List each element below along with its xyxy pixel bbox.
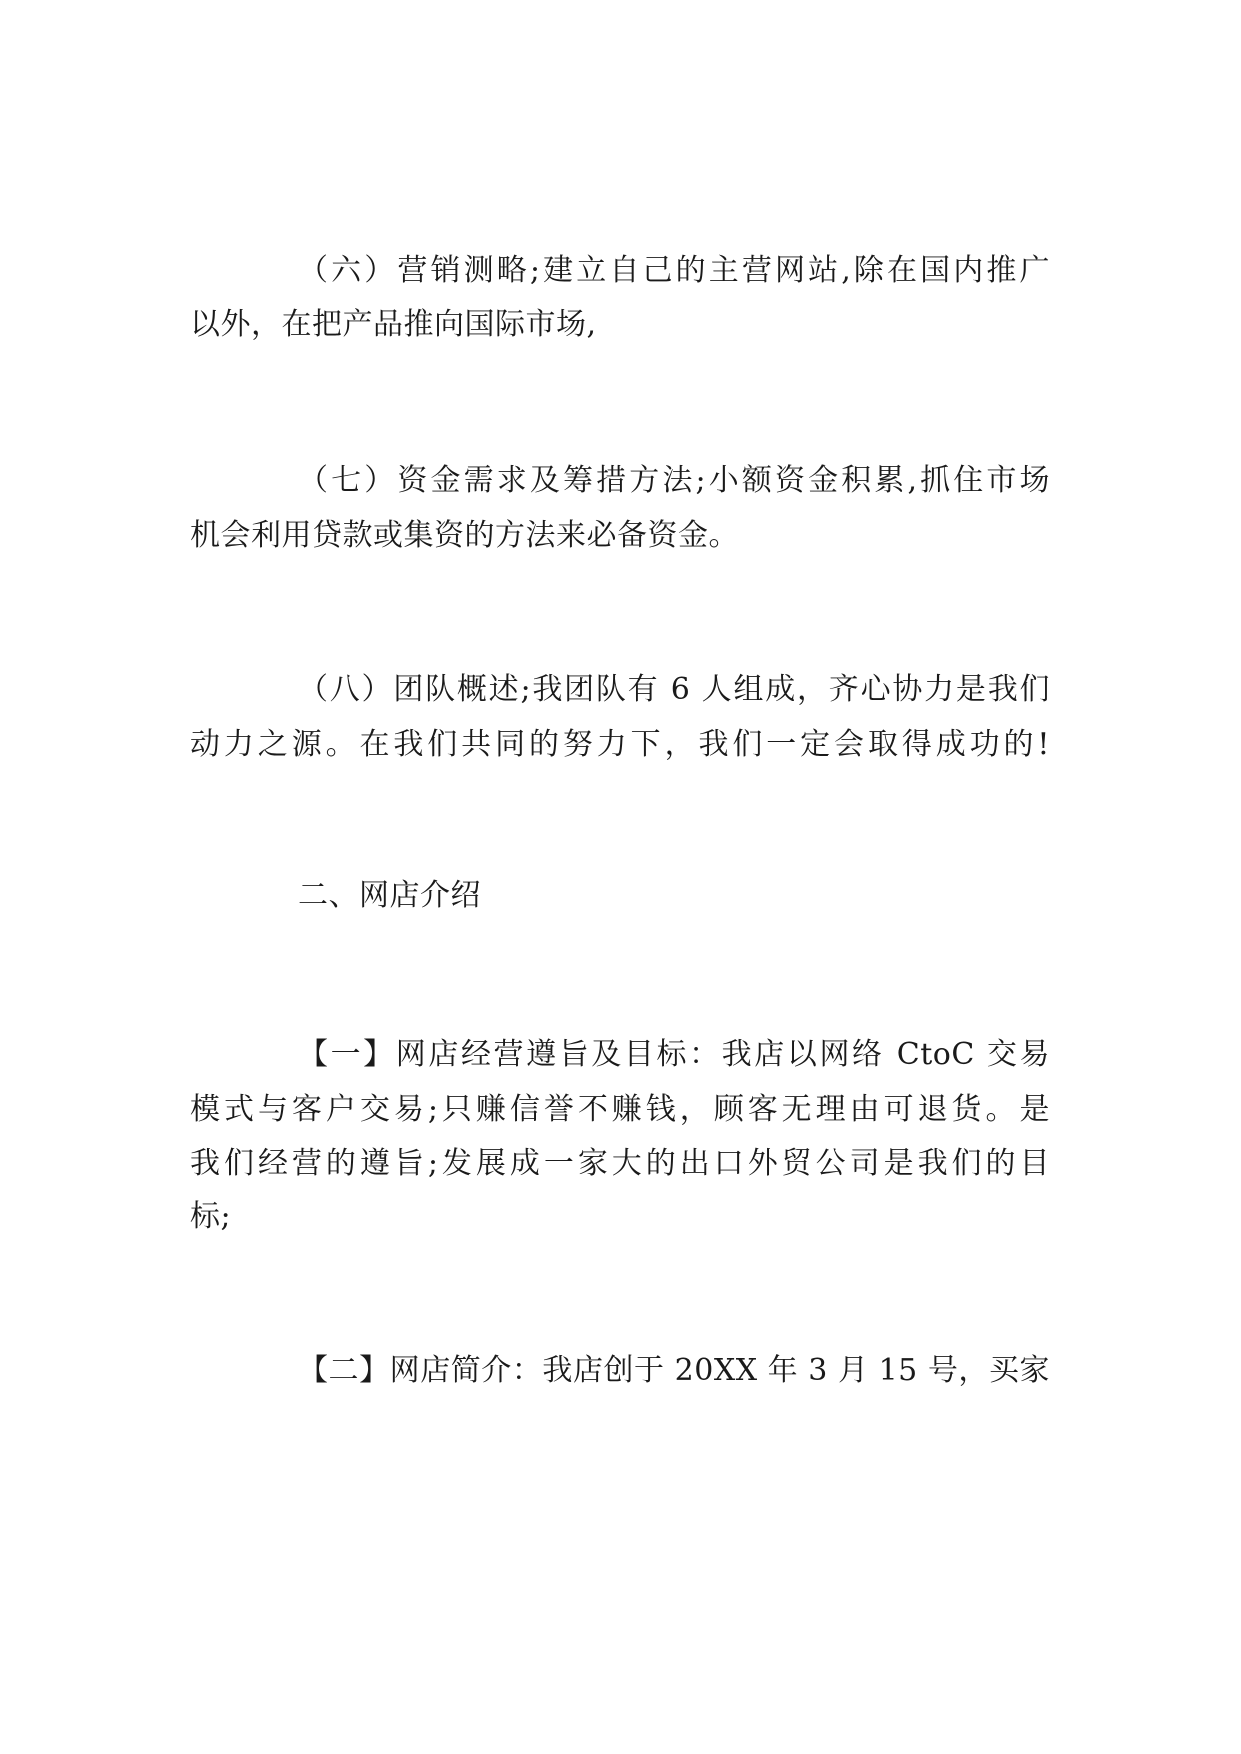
paragraph-team-line-2: 动力之源。在我们共同的努力下，我们一定会取得成功的! — [190, 727, 1050, 762]
paragraph-mission-line-3: 我们经营的遵旨;发展成一家大的出口外贸公司是我们的目 — [190, 1146, 1050, 1181]
paragraph-mission-line-2: 模式与客户交易;只赚信誉不赚钱，顾客无理由可退货。是 — [190, 1092, 1050, 1127]
section-heading-shop-intro: 二、网店介绍 — [298, 878, 481, 913]
paragraph-funding-line-2: 机会利用贷款或集资的方法来必备资金。 — [190, 518, 739, 553]
paragraph-funding-line-1: （七）资金需求及筹措方法;小额资金积累,抓住市场 — [298, 463, 1050, 498]
paragraph-team-line-1: （八）团队概述;我团队有 6 人组成，齐心协力是我们 — [298, 672, 1050, 707]
paragraph-shop-profile-line-1: 【二】网店简介：我店创于 20XX 年 3 月 15 号，买家 — [298, 1353, 1050, 1388]
paragraph-marketing-strategy-line-1: （六）营销测略;建立自己的主营网站,除在国内推广 — [298, 253, 1050, 288]
paragraph-marketing-strategy-line-2: 以外，在把产品推向国际市场, — [190, 307, 597, 342]
paragraph-mission-line-1: 【一】网店经营遵旨及目标：我店以网络 CtoC 交易 — [298, 1037, 1050, 1072]
paragraph-mission-line-4: 标; — [190, 1199, 232, 1234]
